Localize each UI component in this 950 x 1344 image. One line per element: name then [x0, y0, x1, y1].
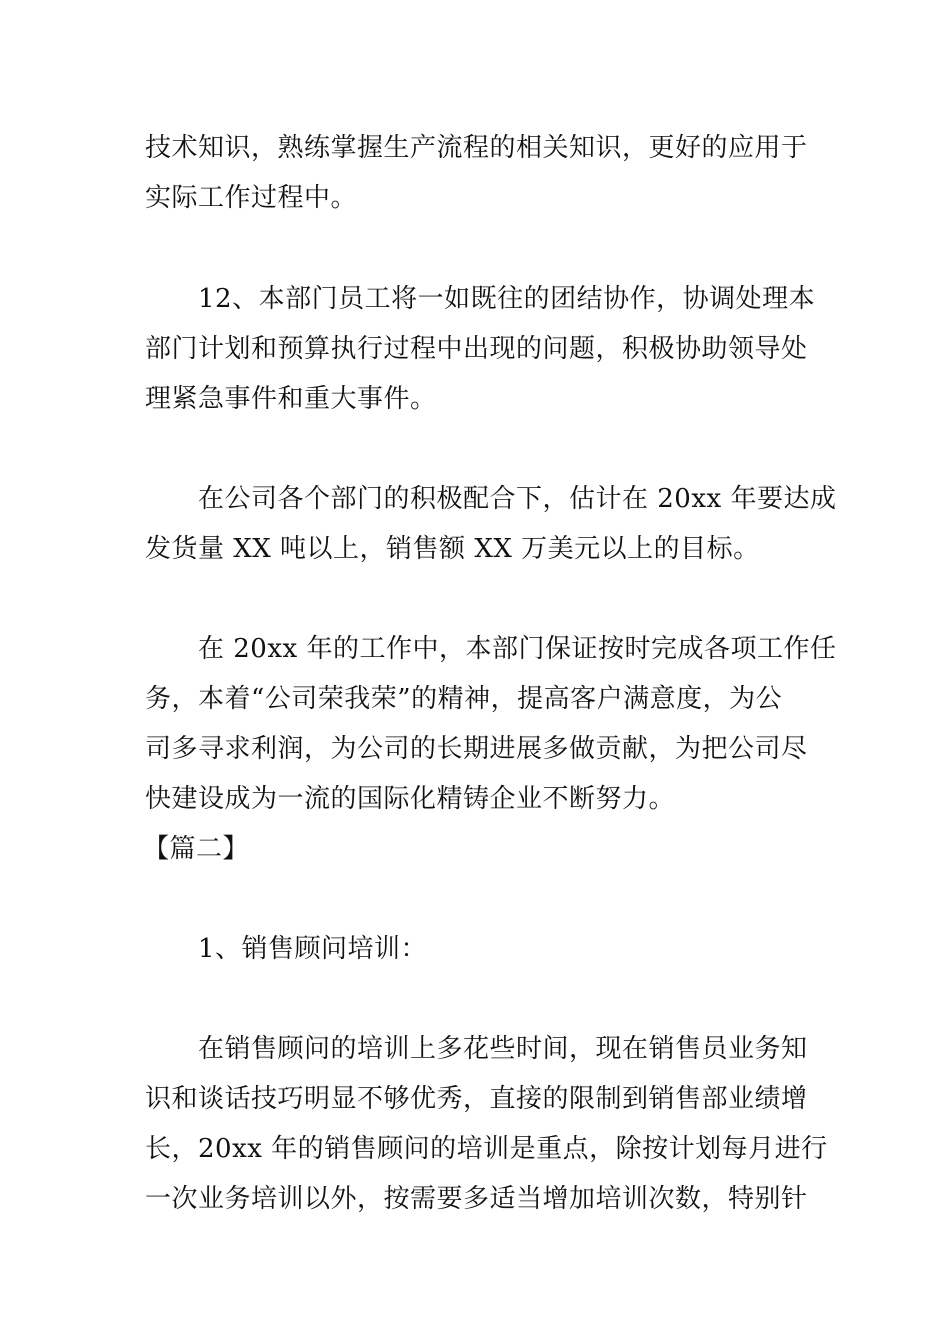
text-line: 在 20xx 年的工作中，本部门保证按时完成各项工作任 [198, 634, 837, 664]
text-line: 12、本部门员工将一如既往的团结协作，协调处理本 [198, 284, 816, 314]
text-line: 在公司各个部门的积极配合下，估计在 20xx 年要达成 [198, 484, 837, 514]
text-line: 理紧急事件和重大事件。 [145, 384, 437, 414]
text-line: 长，20xx 年的销售顾问的培训是重点，除按计划每月进行 [145, 1134, 828, 1164]
subheading-text: 1、销售顾问培训： [198, 934, 428, 964]
text-line: 实际工作过程中。 [145, 183, 358, 213]
section-title: 【篇二】 [143, 834, 250, 864]
text-line: 务，本着“公司荣我荣”的精神，提高客户满意度，为公 [145, 684, 783, 714]
text-line: 识和谈话技巧明显不够优秀，直接的限制到销售部业绩增 [145, 1084, 808, 1114]
text-line: 快建设成为一流的国际化精铸企业不断努力。 [145, 784, 676, 814]
text-line: 一次业务培训以外，按需要多适当增加培训次数，特别针 [145, 1184, 808, 1214]
text-line: 在销售顾问的培训上多花些时间，现在销售员业务知 [198, 1034, 808, 1064]
text-line: 技术知识，熟练掌握生产流程的相关知识，更好的应用于 [145, 133, 808, 163]
text-line: 发货量 XX 吨以上，销售额 XX 万美元以上的目标。 [145, 534, 760, 564]
text-line: 部门计划和预算执行过程中出现的问题，积极协助领导处 [145, 334, 808, 364]
text-line: 司多寻求利润，为公司的长期进展多做贡献，为把公司尽 [145, 734, 808, 764]
